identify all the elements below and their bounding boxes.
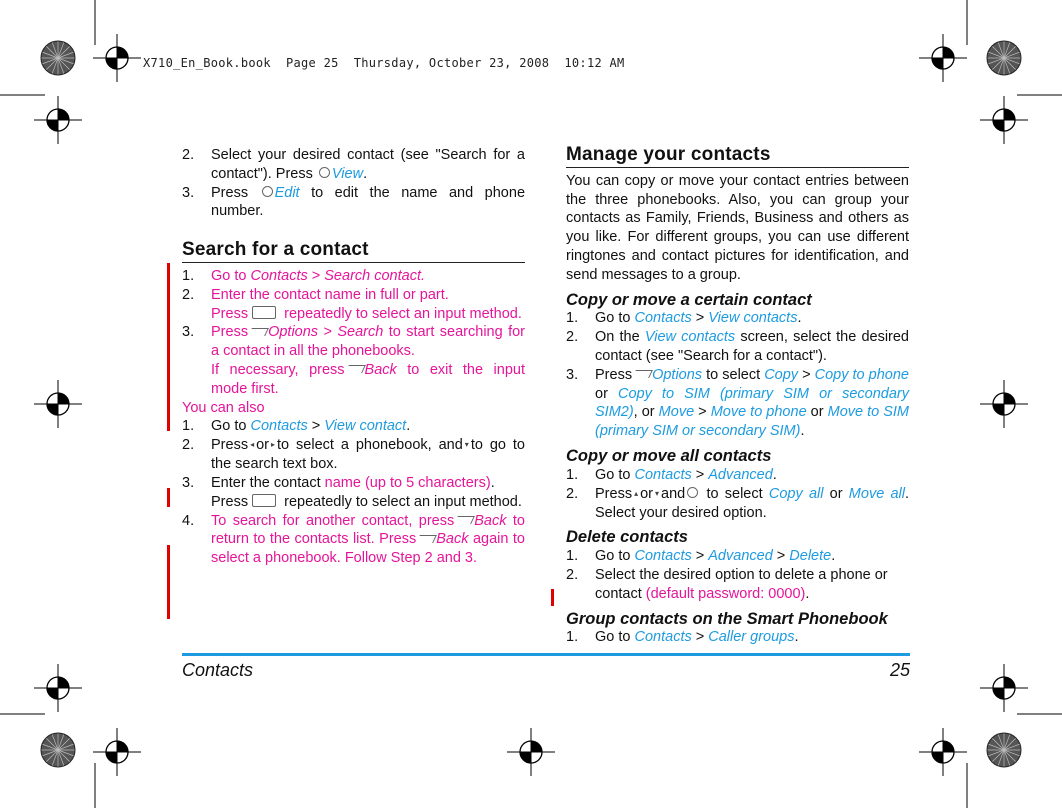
list-item: 2. Press ◂ or ▸ to select a phonebook, and ▾ to go to the search text box. <box>182 437 526 473</box>
subsection-title: Copy or move a certain contact <box>566 290 812 309</box>
hash-key-icon <box>252 494 276 507</box>
list-item: 1. Go to Contacts > View contact. <box>182 418 411 435</box>
list-item: 2. Select your desired contact (see "Search for a contact"). Press View. <box>182 147 525 182</box>
right-arrow-icon: ▸ <box>271 440 276 450</box>
softkey-icon <box>454 516 475 524</box>
ok-key-icon <box>687 487 698 498</box>
page-number: 25 <box>889 660 910 680</box>
softkey-icon <box>345 365 366 373</box>
change-bar <box>167 545 170 619</box>
subsection-title: Copy or move all contacts <box>566 446 772 465</box>
footer-section: Contacts <box>182 660 254 680</box>
list-item: 3. Press Options to select Copy > Copy to phone or Copy to SIM (primary SIM or secondary SIM2), or Move > Move to phone or Move to SIM (primary SIM or secondary SIM). <box>566 366 910 440</box>
down-arrow-icon: ▾ <box>464 440 469 450</box>
left-column <box>182 146 525 568</box>
change-bar <box>167 488 170 507</box>
subsection-title: Group contacts on the Smart Phonebook <box>566 609 888 628</box>
print-header: X710_En_Book.book Page 25 Thursday, October 23, 2008 10:12 AM <box>143 56 625 70</box>
section-title: Search for a contact <box>182 241 525 263</box>
softkey-icon <box>416 535 437 543</box>
paragraph: You can also <box>182 399 265 416</box>
list-item: 1. Go to Contacts > Advanced > Delete. <box>566 548 836 565</box>
list-item: 3. Press Options > Search to start searching for a contact in all the phonebooks. <box>182 324 525 360</box>
list-item: 1. Go to Contacts > View contacts. <box>566 310 802 327</box>
change-bar <box>167 263 170 431</box>
footer-rule <box>182 653 910 656</box>
list-item: If necessary, press Back to exit the input mode first. <box>211 361 525 397</box>
section-title: Manage your contacts <box>566 146 909 168</box>
right-column <box>566 146 909 647</box>
list-item: 3. Enter the contact name (up to 5 characters). <box>182 474 495 491</box>
list-item: 2. On the View contacts screen, select the desired contact (see "Search for a contact"). <box>566 329 909 364</box>
list-item: Press repeatedly to select an input method. <box>211 305 522 322</box>
softkey-icon <box>248 328 269 336</box>
list-item: 1. Go to Contacts > Advanced. <box>566 466 777 483</box>
subsection-title: Delete contacts <box>566 528 688 547</box>
ok-key-icon <box>262 186 273 197</box>
hash-key-icon <box>252 306 276 319</box>
list-item: 3. Press Edit to edit the name and phone number. <box>182 184 526 220</box>
list-item: 2. Select the desired option to delete a phone or contact (default password: 0000). <box>566 566 888 602</box>
list-item: 2. Enter the contact name in full or part. <box>182 286 449 303</box>
left-arrow-icon: ◂ <box>250 440 255 450</box>
paragraph: You can copy or move your contact entries between the three phonebooks. Also, you can group your contacts as Family, Friends, Business and others as you like. For different groups, you can use different ringtones and contact pictures for identification, and send messages to a group. <box>566 172 909 283</box>
list-item: 4. To search for another contact, press Back to return to the contacts list. Press Back again to select a phonebook. Follow Step 2 and 3. <box>182 512 525 567</box>
list-item: 1. Go to Contacts > Caller groups. <box>566 629 799 646</box>
list-item: Press repeatedly to select an input method. <box>211 493 522 510</box>
list-item: 1. Go to Contacts > Search contact. <box>182 267 426 284</box>
change-bar <box>551 589 554 606</box>
softkey-icon <box>632 370 653 378</box>
ok-key-icon <box>319 167 330 178</box>
list-item: 2. Press ▴ or ▾ and to select Copy all or Move all. Select your desired option. <box>566 485 910 521</box>
up-arrow-icon: ▴ <box>634 488 639 498</box>
down-arrow-icon: ▾ <box>655 488 660 498</box>
